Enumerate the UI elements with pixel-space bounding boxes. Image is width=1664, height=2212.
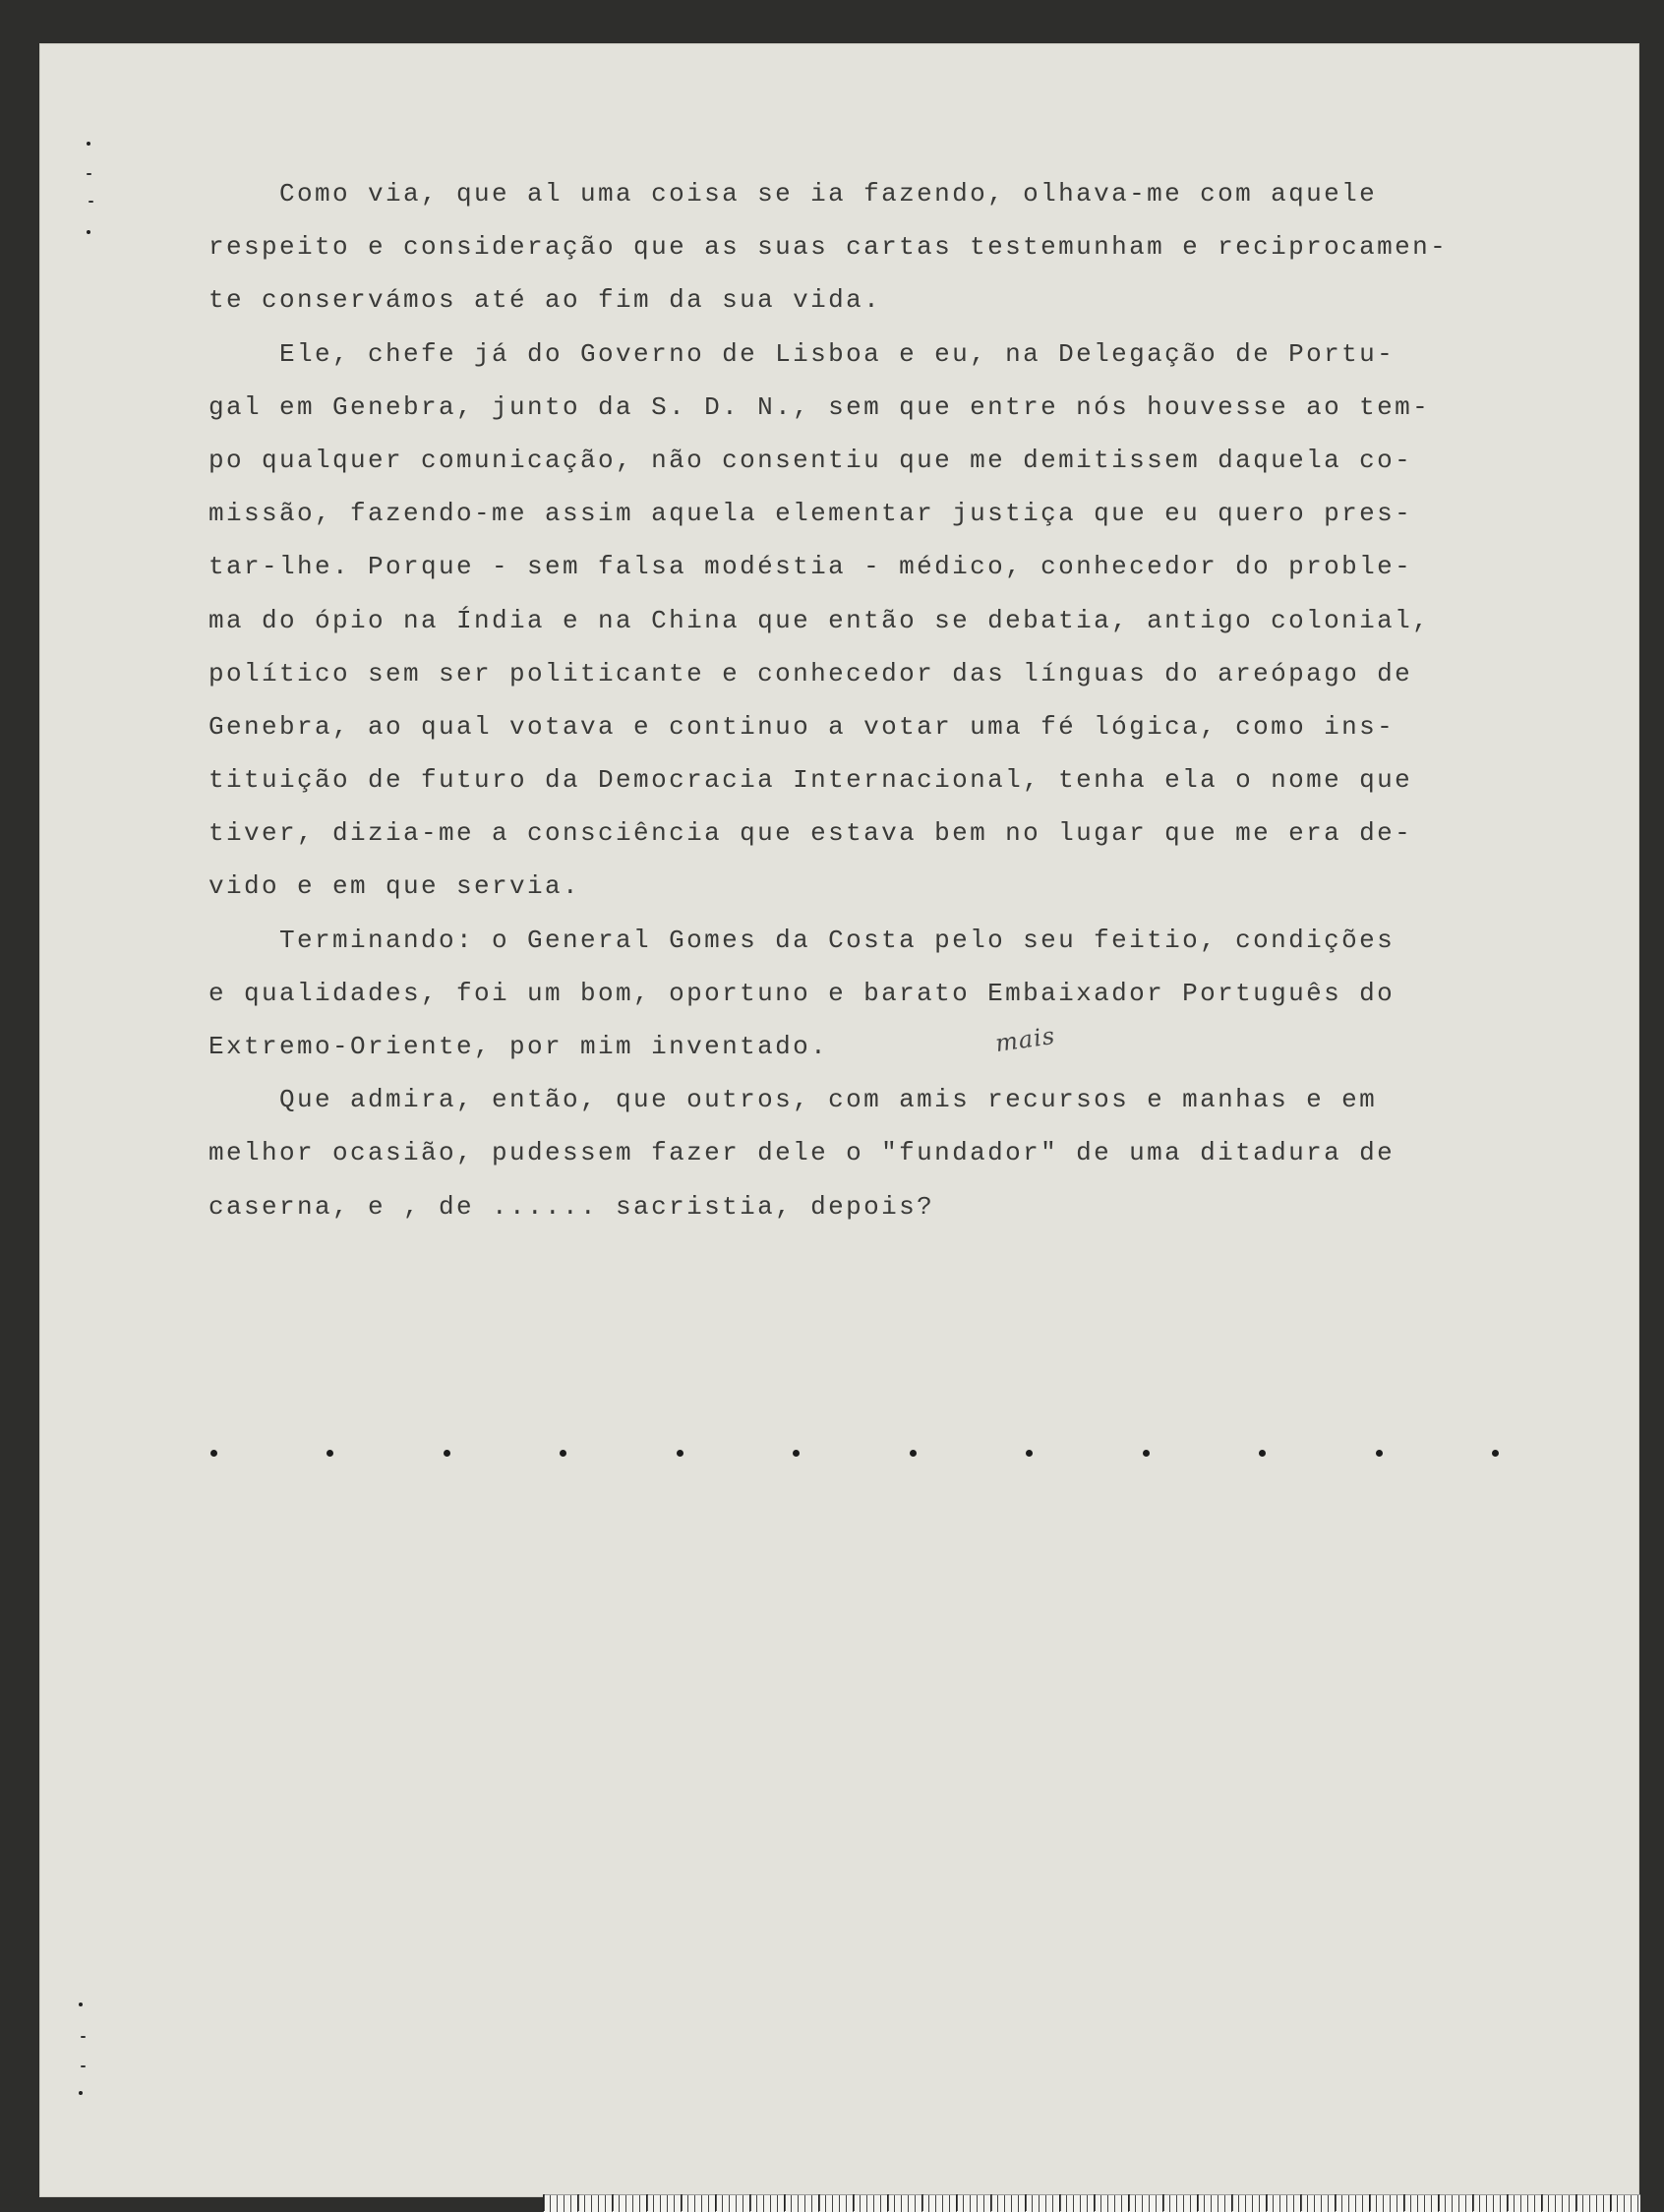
separator-dot [793, 1450, 800, 1457]
separator-dots [210, 1446, 1499, 1460]
text-line: tituição de futuro da Democracia Internacional, tenha ela o nome que [208, 765, 1413, 796]
separator-dot [210, 1450, 217, 1457]
margin-mark [87, 173, 91, 175]
margin-mark [87, 142, 90, 146]
text-line: caserna, e , de ...... sacristia, depois? [208, 1191, 935, 1222]
handwritten-correction: mais [993, 1021, 1057, 1058]
text-line: missão, fazendo-me assim aquela elementar justiça que eu quero pres- [208, 499, 1413, 529]
margin-mark [81, 2036, 86, 2038]
separator-dot [1376, 1450, 1383, 1457]
separator-dot [444, 1450, 450, 1457]
typed-text [208, 167, 1546, 1233]
separator-dot [1259, 1450, 1266, 1457]
margin-mark [81, 2065, 86, 2067]
text-line: ma do ópio na Índia e na China que então se debatia, antigo colonial, [208, 605, 1431, 635]
margin-mark [79, 2003, 83, 2006]
text-line: tar-lhe. Porque - sem falsa modéstia - médico, conhecedor do proble- [208, 552, 1413, 582]
separator-dot [1492, 1450, 1499, 1457]
text-line: Ele, chefe já do Governo de Lisboa e eu, na Delegação de Portu- [208, 338, 1396, 369]
separator-dot [1026, 1450, 1033, 1457]
separator-dot [677, 1450, 683, 1457]
scale-ruler-major-ticks [543, 2194, 1640, 2211]
text-line: vido e em que servia. [208, 871, 581, 902]
separator-dot [327, 1450, 333, 1457]
text-line: Como via, que al uma coisa se ia fazendo, olhava-me com aquele [208, 179, 1378, 209]
separator-dot [560, 1450, 566, 1457]
text-line: político sem ser politicante e conhecedor das línguas do areópago de [208, 658, 1413, 688]
text-line: e qualidades, foi um bom, oportuno e barato Embaixador Português do [208, 978, 1396, 1008]
text-line: Extremo-Oriente, por mim inventado. [208, 1032, 829, 1061]
text-line: te conservámos até ao fim da sua vida. [208, 285, 882, 316]
text-line: melhor ocasião, pudessem fazer dele o "fundador" de uma ditadura de [208, 1138, 1396, 1168]
text-line: Terminando: o General Gomes da Costa pelo seu feitio, condições [208, 925, 1396, 955]
separator-dot [1143, 1450, 1150, 1457]
text-line: po qualquer comunicação, não consentiu que me demitissem daquela co- [208, 445, 1413, 475]
text-line: gal em Genebra, junto da S. D. N., sem que entre nós houvesse ao tem- [208, 391, 1431, 422]
margin-mark [87, 230, 90, 234]
text-line: Genebra, ao qual votava e continuo a votar uma fé lógica, como ins- [208, 711, 1396, 742]
margin-mark [79, 2091, 83, 2095]
text-line: tiver, dizia-me a consciência que estava bem no lugar que me era de- [208, 818, 1413, 849]
separator-dot [910, 1450, 917, 1457]
margin-mark [89, 201, 93, 203]
text-line: respeito e consideração que as suas cartas testemunham e reciprocamen- [208, 232, 1449, 263]
text-line: Que admira, então, que outros, com amis recursos e manhas e em [208, 1085, 1378, 1115]
